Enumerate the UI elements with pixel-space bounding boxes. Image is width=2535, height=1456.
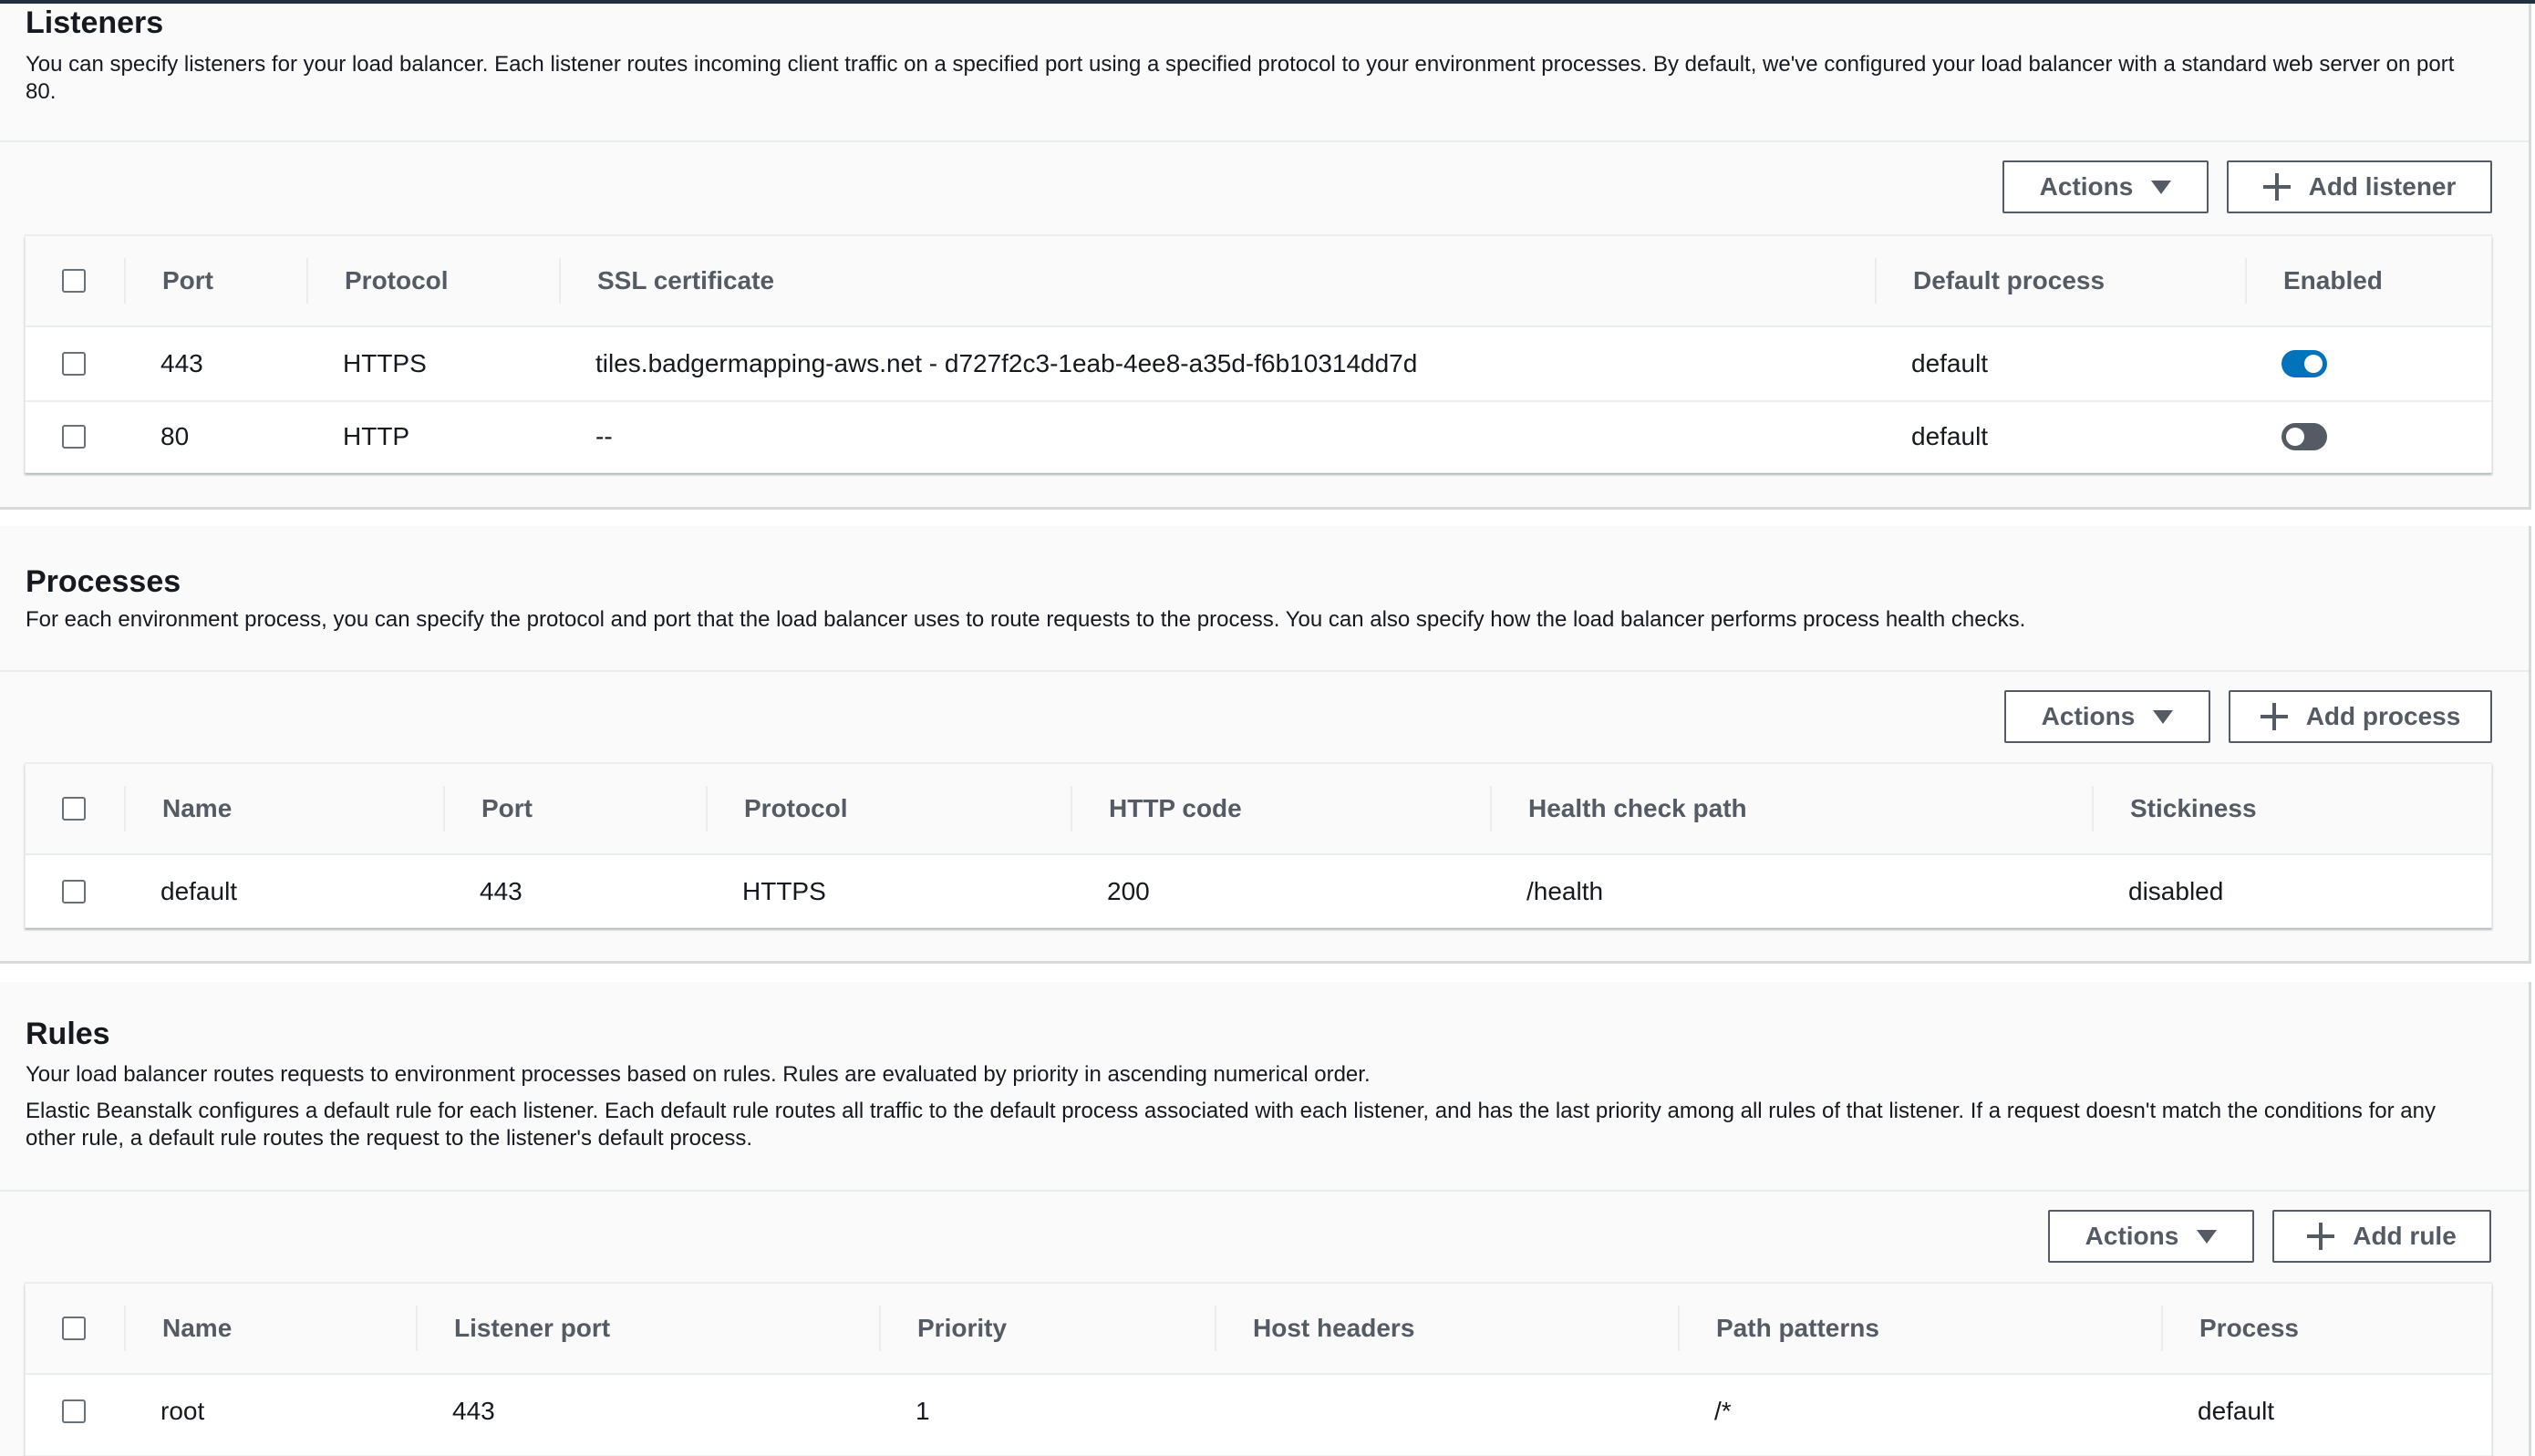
col-protocol[interactable]: Protocol bbox=[744, 794, 848, 822]
caret-down-icon bbox=[2153, 710, 2173, 724]
add-rule-button[interactable] bbox=[2272, 1210, 2491, 1263]
cell-listener-port: 443 bbox=[452, 1397, 495, 1425]
cell-priority: 1 bbox=[916, 1397, 930, 1425]
processes-title: Processes bbox=[26, 564, 181, 599]
cell-default-process: default bbox=[1911, 349, 1989, 377]
add-process-label: Add process bbox=[2305, 702, 2461, 730]
table-row[interactable] bbox=[26, 1375, 2491, 1448]
col-protocol[interactable]: Protocol bbox=[345, 266, 449, 294]
cell-protocol: HTTPS bbox=[343, 349, 427, 377]
cell-name: root bbox=[160, 1397, 205, 1425]
table-row[interactable] bbox=[26, 855, 2491, 928]
col-http-code[interactable]: HTTP code bbox=[1109, 794, 1242, 822]
select-all-checkbox[interactable] bbox=[62, 269, 86, 293]
rules-description-default: Elastic Beanstalk configures a default rule for each listener. Each default rule routes all traffic to the default process associated with each listener, and has the last priority among all rules of that listener. If a request doesn't match the conditions for any other rule, a default rule routes the request to the listener's default process. bbox=[26, 1099, 2436, 1151]
cell-port: 443 bbox=[480, 877, 523, 905]
actions-label: Actions bbox=[2041, 702, 2136, 730]
cell-path-patterns: /* bbox=[1714, 1397, 1732, 1425]
col-ssl-certificate[interactable]: SSL certificate bbox=[597, 266, 775, 294]
col-host-headers[interactable]: Host headers bbox=[1253, 1314, 1415, 1342]
col-health-check-path[interactable]: Health check path bbox=[1528, 794, 1747, 822]
col-path-patterns[interactable]: Path patterns bbox=[1716, 1314, 1879, 1342]
processes-panel bbox=[0, 526, 2531, 964]
cell-port: 80 bbox=[160, 422, 190, 450]
col-process[interactable]: Process bbox=[2199, 1314, 2299, 1342]
cell-default-process: default bbox=[1911, 422, 1989, 450]
caret-down-icon bbox=[2151, 181, 2171, 194]
plus-icon bbox=[2261, 703, 2288, 730]
plus-icon bbox=[2307, 1223, 2334, 1250]
cell-stickiness: disabled bbox=[2128, 877, 2224, 905]
add-process-button[interactable] bbox=[2229, 690, 2492, 743]
col-name[interactable]: Name bbox=[162, 794, 233, 822]
select-all-checkbox[interactable] bbox=[62, 797, 86, 821]
cell-ssl-certificate: tiles.badgermapping-aws.net - d727f2c3-1eab-4ee8-a35d-f6b10314dd7d bbox=[595, 349, 1418, 377]
cell-health-check-path: /health bbox=[1526, 877, 1604, 905]
rules-actions-button[interactable] bbox=[2048, 1210, 2254, 1263]
processes-table-header bbox=[26, 764, 2491, 855]
row-checkbox[interactable] bbox=[62, 880, 86, 904]
cell-protocol: HTTP bbox=[343, 422, 410, 450]
listeners-description: You can specify listeners for your load balancer. Each listener routes incoming client traffic on a specified port using a specified protocol to your environment processes. By default, we've configured your load balancer with a standard web server on port 80. bbox=[26, 52, 2455, 104]
add-listener-button[interactable] bbox=[2227, 160, 2492, 213]
processes-actions-button[interactable] bbox=[2004, 690, 2210, 743]
actions-label: Actions bbox=[2085, 1222, 2179, 1250]
col-priority[interactable]: Priority bbox=[917, 1314, 1008, 1342]
rules-description: Your load balancer routes requests to environment processes based on rules. Rules are evaluated by priority in ascending numerical order. bbox=[26, 1062, 1371, 1087]
processes-description: For each environment process, you can specify the protocol and port that the load balancer uses to route requests to the process. You can also specify how the load balancer performs process health checks. bbox=[26, 607, 2026, 632]
cell-name: default bbox=[160, 877, 238, 905]
listeners-table bbox=[25, 235, 2492, 473]
listeners-title: Listeners bbox=[26, 5, 164, 40]
processes-table bbox=[25, 763, 2492, 928]
listeners-panel bbox=[0, 4, 2531, 510]
rules-table-header bbox=[26, 1284, 2491, 1375]
col-default-process[interactable]: Default process bbox=[1913, 266, 2106, 294]
rules-header bbox=[0, 982, 2529, 1192]
plus-icon bbox=[2263, 173, 2291, 201]
rules-table bbox=[25, 1283, 2492, 1456]
processes-header bbox=[0, 526, 2529, 672]
row-checkbox[interactable] bbox=[62, 1399, 86, 1423]
caret-down-icon bbox=[2197, 1230, 2217, 1244]
col-listener-port[interactable]: Listener port bbox=[454, 1314, 611, 1342]
rules-panel bbox=[0, 982, 2531, 1456]
listeners-header bbox=[0, 4, 2529, 142]
cell-protocol: HTTPS bbox=[742, 877, 826, 905]
enabled-toggle[interactable] bbox=[2282, 350, 2327, 377]
row-checkbox[interactable] bbox=[62, 352, 86, 376]
cell-process: default bbox=[2198, 1397, 2275, 1425]
table-row[interactable] bbox=[26, 327, 2491, 402]
col-enabled[interactable]: Enabled bbox=[2283, 266, 2383, 294]
row-checkbox[interactable] bbox=[62, 425, 86, 449]
col-name[interactable]: Name bbox=[162, 1314, 233, 1342]
enabled-toggle[interactable] bbox=[2282, 423, 2327, 450]
select-all-checkbox[interactable] bbox=[62, 1317, 86, 1340]
actions-label: Actions bbox=[2039, 172, 2134, 201]
cell-ssl-certificate: -- bbox=[595, 422, 613, 450]
add-rule-label: Add rule bbox=[2353, 1222, 2457, 1250]
rules-title: Rules bbox=[26, 1017, 110, 1051]
cell-port: 443 bbox=[160, 349, 203, 377]
listeners-actions-button[interactable] bbox=[2002, 160, 2209, 213]
table-row[interactable] bbox=[26, 400, 2491, 473]
add-listener-label: Add listener bbox=[2308, 172, 2457, 201]
cell-http-code: 200 bbox=[1107, 877, 1150, 905]
listeners-table-header bbox=[26, 236, 2491, 327]
col-stickiness[interactable]: Stickiness bbox=[2130, 794, 2257, 822]
col-port[interactable]: Port bbox=[162, 266, 213, 294]
col-port[interactable]: Port bbox=[481, 794, 533, 822]
